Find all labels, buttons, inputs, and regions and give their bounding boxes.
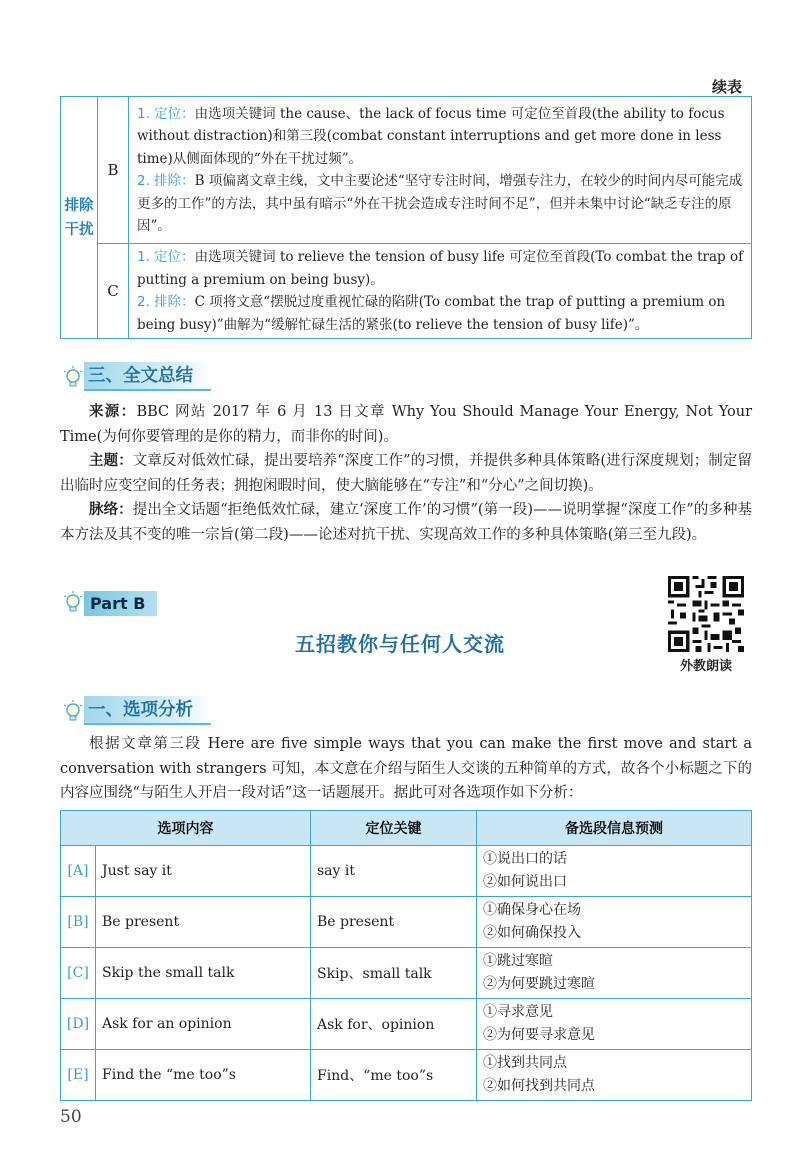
exclude-label: 2. 排除： bbox=[137, 173, 195, 189]
option-letter-c: C bbox=[98, 244, 129, 339]
theme-text: 文章反对低效忙碌，提出要培养“深度工作”的习惯，并提供多种具体策略(进行深度规划；制定留出临时应变空间的任务表；拥抱闲暇时间，使大脑能够在“专注”和“分心”之间切换)。 bbox=[60, 453, 752, 494]
lightbulb-icon bbox=[62, 699, 84, 725]
option-content: Find the “me too”s bbox=[96, 1050, 311, 1101]
prediction-2: ②如何确保投入 bbox=[483, 925, 581, 941]
side-label-line-1: 排除 bbox=[64, 197, 94, 214]
source-label: 来源： bbox=[89, 404, 137, 420]
option-b-analysis bbox=[129, 97, 752, 244]
table-row bbox=[61, 948, 752, 999]
qr-code-icon[interactable] bbox=[668, 576, 744, 652]
part-b-bar bbox=[62, 590, 157, 616]
options-intro: 根据文章第三段 Here are five simple ways that you can make the first move and start a conversation with strangers 可知，本文意在介绍与陌生人交谈的五种简单的方式，故各个小标题之下的内容应围绕“与陌生人开启一段对话”这一话题展开。据此可对各选项作如下分析： bbox=[60, 736, 752, 801]
locate-label: 1. 定位： bbox=[137, 105, 195, 122]
header-prediction: 备选段信息预测 bbox=[477, 811, 752, 846]
header-locating-key: 定位关键 bbox=[311, 811, 477, 846]
part-b-title: 五招教你与任何人交流 bbox=[295, 632, 505, 656]
option-tag: [D] bbox=[61, 999, 96, 1050]
summary-source bbox=[60, 400, 752, 449]
locate-text: 由选项关键词 the cause、the lack of focus time 可定位至首段(the ability to focus without distraction)和第三段(combat constant interruptions and get more done in less time)从侧面体现的“外在干扰过频”。 bbox=[137, 105, 725, 167]
table-row bbox=[61, 1050, 752, 1101]
options-heading-bar bbox=[62, 696, 211, 725]
option-tag: [A] bbox=[61, 846, 96, 897]
qr-caption: 外教朗读 bbox=[679, 659, 732, 674]
option-prediction bbox=[477, 846, 752, 897]
summary-outline bbox=[60, 498, 752, 547]
option-content: Ask for an opinion bbox=[96, 999, 311, 1050]
continued-label: 续表 bbox=[711, 78, 742, 96]
option-key: say it bbox=[311, 846, 477, 897]
table-row bbox=[61, 897, 752, 948]
summary-heading: 三、全文总结 bbox=[84, 362, 211, 391]
outline-text: 提出全文话题“拒绝低效忙碌，建立‘深度工作’的习惯”(第一段)——说明掌握“深度工作”的多种基本方法及其不变的唯一宗旨(第二段)——论述对抗干扰、实现高效工作的多种具体策略(第三至九段)。 bbox=[60, 502, 752, 543]
summary-heading-bar bbox=[62, 362, 211, 391]
prediction-2: ②如何说出口 bbox=[483, 874, 567, 890]
summary-theme bbox=[60, 449, 752, 498]
prediction-1: ①跳过寒暄 bbox=[483, 953, 553, 969]
part-b-tag: Part B bbox=[84, 591, 157, 616]
exclude-text: B 项偏离文章主线，文中主要论述“坚守专注时间，增强专注力，在较少的时间内尽可能完成更多的工作”的方法，其中虽有暗示“外在干扰会造成专注时间不足”，但并未集中讨论“缺乏专注的原因”。 bbox=[137, 173, 743, 234]
option-key: Find、“me too”s bbox=[311, 1050, 477, 1101]
table-row bbox=[61, 846, 752, 897]
option-prediction bbox=[477, 948, 752, 999]
prediction-2: ②为何要寻求意见 bbox=[483, 1027, 595, 1043]
distractor-table bbox=[60, 96, 752, 339]
prediction-1: ①找到共同点 bbox=[483, 1055, 567, 1071]
prediction-1: ①确保身心在场 bbox=[483, 902, 581, 918]
option-prediction bbox=[477, 897, 752, 948]
option-content: Be present bbox=[96, 897, 311, 948]
option-prediction bbox=[477, 999, 752, 1050]
locate-label: 1. 定位： bbox=[137, 249, 195, 265]
option-tag: [E] bbox=[61, 1050, 96, 1101]
options-table bbox=[60, 810, 752, 1101]
option-content: Skip the small talk bbox=[96, 948, 311, 999]
option-content: Just say it bbox=[96, 846, 311, 897]
side-label-line-2: 干扰 bbox=[64, 221, 94, 238]
lightbulb-icon bbox=[62, 365, 84, 391]
prediction-1: ①寻求意见 bbox=[483, 1004, 553, 1020]
option-prediction bbox=[477, 1050, 752, 1101]
table-row bbox=[61, 999, 752, 1050]
prediction-2: ②为何要跳过寒暄 bbox=[483, 976, 595, 992]
source-text: BBC 网站 2017 年 6 月 13 日文章 Why You Should Manage Your Energy, Not Your Time(为何你要管理的是你的精力，而非你的时间)。 bbox=[60, 404, 753, 445]
options-heading: 一、选项分析 bbox=[84, 696, 211, 725]
page-number: 50 bbox=[60, 1107, 82, 1127]
header-option-content: 选项内容 bbox=[61, 811, 311, 846]
option-c-analysis bbox=[129, 244, 752, 339]
exclude-label: 2. 排除： bbox=[137, 294, 195, 310]
option-tag: [C] bbox=[61, 948, 96, 999]
option-letter-b: B bbox=[98, 97, 129, 244]
distractor-side-label bbox=[61, 97, 98, 339]
prediction-2: ②如何找到共同点 bbox=[483, 1078, 595, 1094]
exclude-text: C 项将文意“摆脱过度重视忙碌的陷阱(To combat the trap of putting a premium on being busy)”曲解为“缓解忙碌生活的紧张(to relieve the tension of busy life)”。 bbox=[137, 294, 726, 333]
option-key: Skip、small talk bbox=[311, 948, 477, 999]
locate-text: 由选项关键词 to relieve the tension of busy life 可定位至首段(To combat the trap of putting a premium on being busy)。 bbox=[137, 249, 744, 288]
theme-label: 主题： bbox=[89, 453, 133, 469]
lightbulb-icon bbox=[62, 590, 84, 616]
outline-label: 脉络： bbox=[89, 502, 133, 518]
option-tag: [B] bbox=[61, 897, 96, 948]
prediction-1: ①说出口的话 bbox=[483, 851, 567, 867]
option-key: Be present bbox=[311, 897, 477, 948]
option-key: Ask for、opinion bbox=[311, 999, 477, 1050]
options-table-header bbox=[61, 811, 752, 846]
